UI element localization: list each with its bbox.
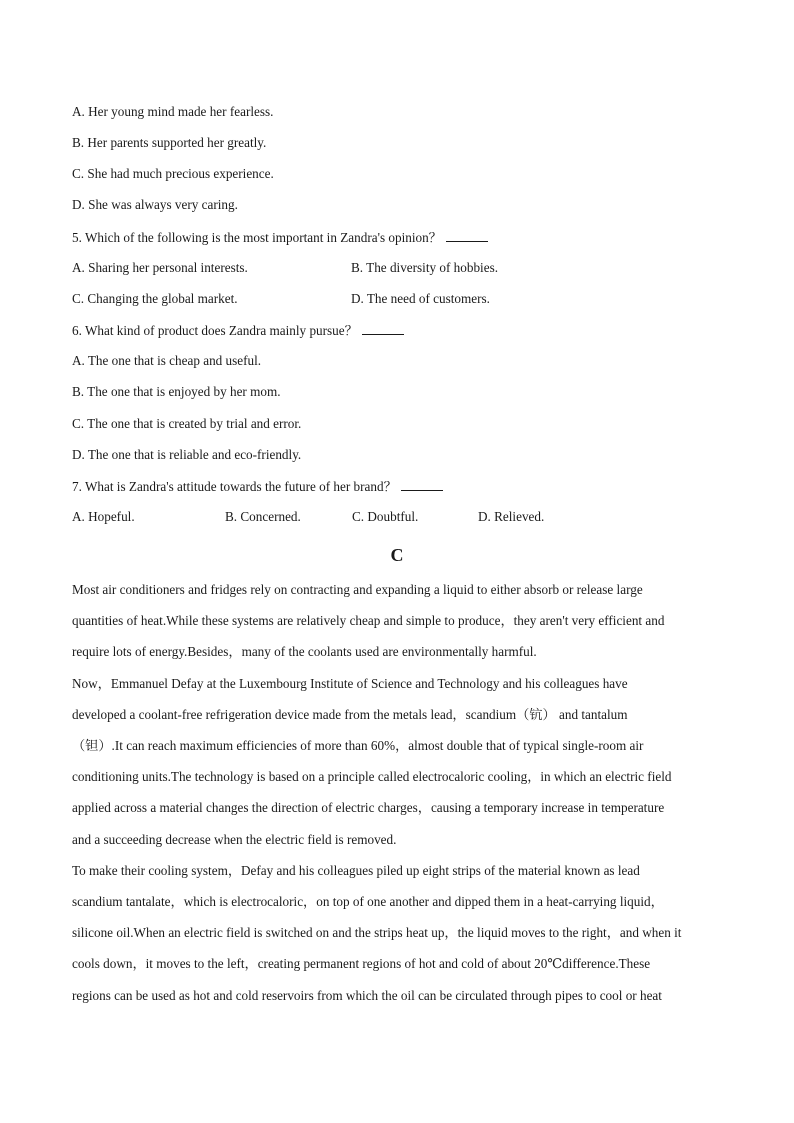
passage-line: quantities of heat.While these systems are relatively cheap and simple to produce，they aren't very efficient and — [72, 613, 665, 628]
q4-option-c: C. She had much precious experience. — [72, 166, 274, 181]
q5-option-c: C. Changing the global market. — [72, 291, 238, 306]
passage-line: （钽）.It can reach maximum efficiencies of more than 60%，almost double that of typical single-room air — [72, 738, 644, 753]
q7-option-b: B. Concerned. — [225, 509, 301, 524]
passage-line: scandium tantalate，which is electrocaloric，on top of one another and dipped them in a heat-carrying liquid， — [72, 894, 664, 909]
q6-answer-blank — [362, 322, 404, 335]
q6-option-d: D. The one that is reliable and eco-friendly. — [72, 447, 302, 462]
q5-option-d: D. The need of customers. — [351, 291, 490, 306]
passage-line: Most air conditioners and fridges rely on contracting and expanding a liquid to either absorb or release large — [72, 582, 643, 597]
passage-line: developed a coolant-free refrigeration device made from the metals lead，scandium（钪） and tantalum — [72, 707, 628, 722]
q6-question-text: 6. What kind of product does Zandra mainly pursue？ — [72, 323, 358, 338]
q6-option-a: A. The one that is cheap and useful. — [72, 353, 262, 368]
q4-option-b: B. Her parents supported her greatly. — [72, 135, 267, 150]
q7-answer-blank — [401, 478, 443, 491]
section-heading: C — [390, 545, 404, 565]
passage-line: Now，Emmanuel Defay at the Luxembourg Institute of Science and Technology and his colleagues have — [72, 676, 628, 691]
q7-question — [72, 478, 443, 495]
q5-question-text: 5. Which of the following is the most important in Zandra's opinion？ — [72, 230, 442, 245]
passage-line: require lots of energy.Besides，many of the coolants used are environmentally harmful. — [72, 644, 537, 659]
passage-line: and a succeeding decrease when the electric field is removed. — [72, 832, 397, 847]
q5-question — [72, 229, 488, 246]
q4-option-d: D. She was always very caring. — [72, 197, 238, 212]
passage-line: cools down，it moves to the left，creating permanent regions of hot and cold of about 20℃difference.These — [72, 956, 651, 971]
q6-option-c: C. The one that is created by trial and error. — [72, 416, 302, 431]
q5-option-b: B. The diversity of hobbies. — [351, 260, 499, 275]
passage-line: To make their cooling system，Defay and his colleagues piled up eight strips of the material known as lead — [72, 863, 640, 878]
q7-option-d: D. Relieved. — [478, 509, 545, 524]
q7-question-text: 7. What is Zandra's attitude towards the future of her brand？ — [72, 479, 397, 494]
q7-option-a: A. Hopeful. — [72, 509, 135, 524]
passage-line: silicone oil.When an electric field is switched on and the strips heat up，the liquid moves to the right，and when it — [72, 925, 682, 940]
q5-answer-blank — [446, 229, 488, 242]
q6-question — [72, 322, 404, 339]
q7-option-c: C. Doubtful. — [352, 509, 419, 524]
passage-line: conditioning units.The technology is based on a principle called electrocaloric cooling，in which an electric field — [72, 769, 672, 784]
q4-option-a: A. Her young mind made her fearless. — [72, 104, 274, 119]
q6-option-b: B. The one that is enjoyed by her mom. — [72, 384, 281, 399]
passage-line: applied across a material changes the direction of electric charges，causing a temporary increase in temperature — [72, 800, 665, 815]
passage-line: regions can be used as hot and cold reservoirs from which the oil can be circulated through pipes to cool or heat — [72, 988, 662, 1003]
q5-option-a: A. Sharing her personal interests. — [72, 260, 248, 275]
